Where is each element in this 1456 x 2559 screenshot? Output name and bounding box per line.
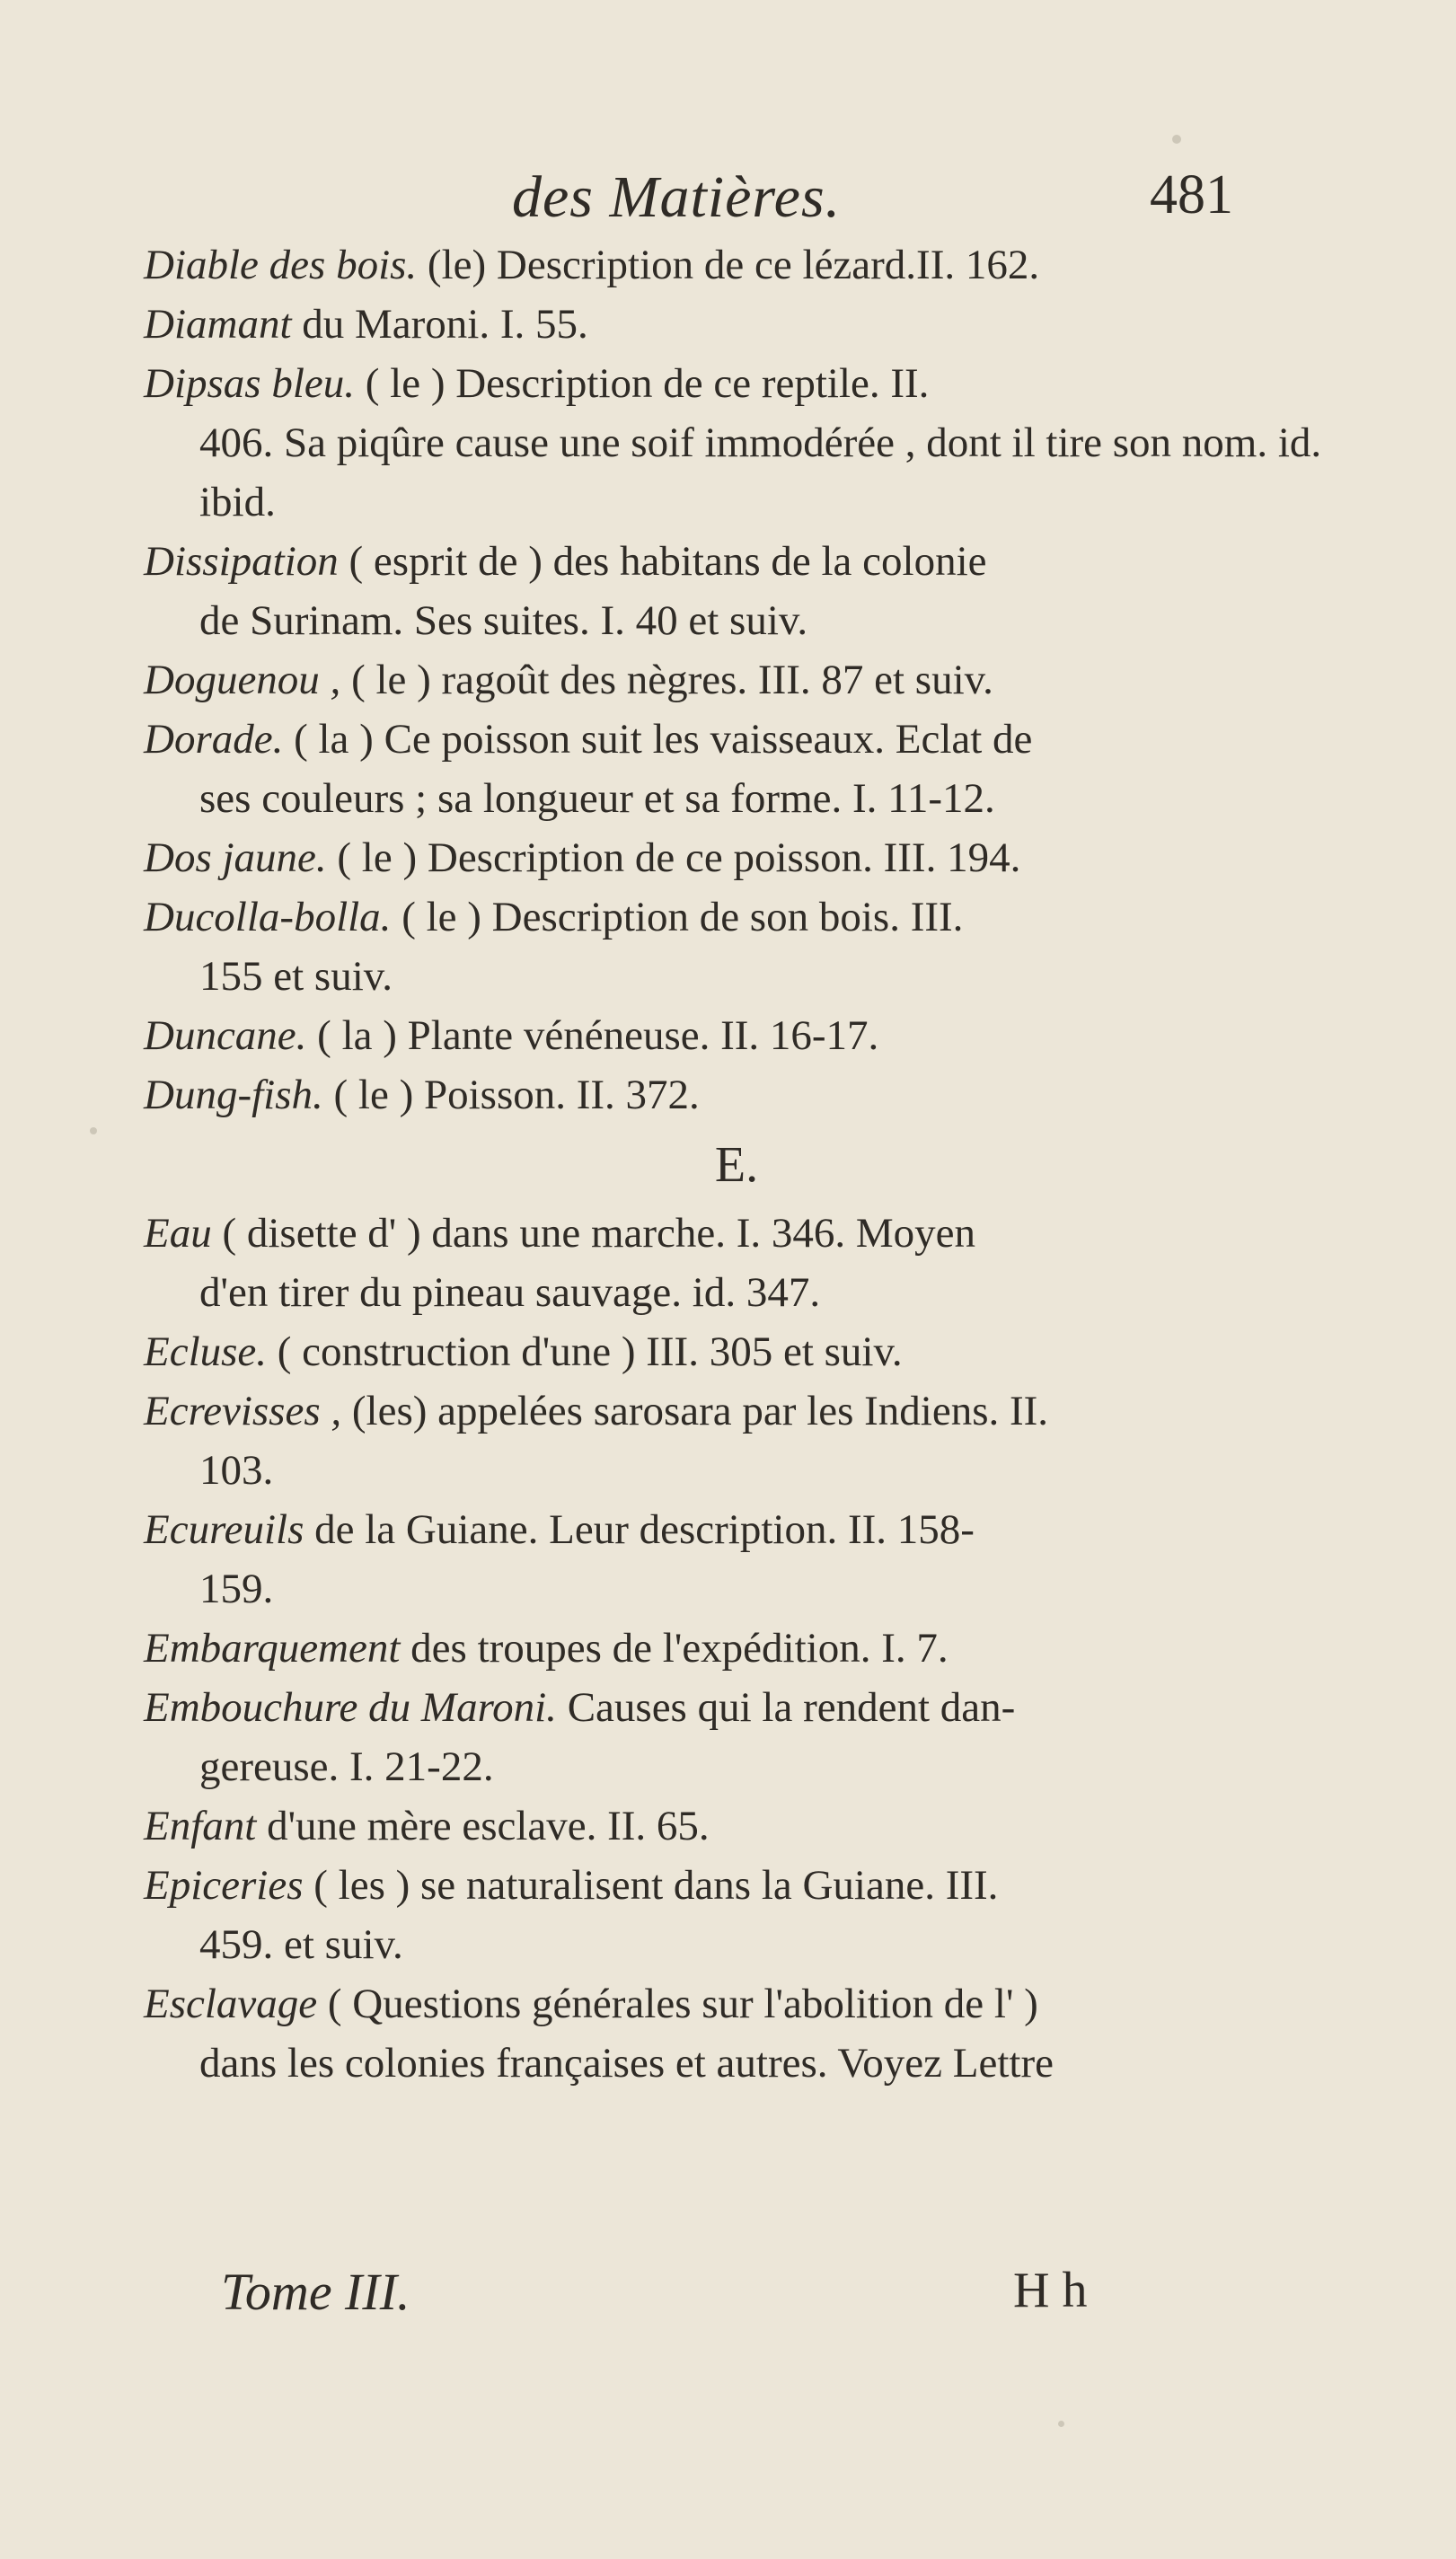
entry-text: Causes qui la rendent dan- [556, 1684, 1016, 1731]
entry-continuation: d'en tirer du pineau sauvage. id. 347. [199, 1269, 821, 1316]
index-entry [144, 1856, 1329, 1974]
entry-headword: Enfant [144, 1803, 257, 1849]
index-entry [144, 887, 1329, 1006]
page-footer [0, 2262, 1456, 2334]
entry-continuation: 155 et suiv. [199, 953, 393, 1000]
index-entry [144, 1796, 1329, 1856]
entry-headword: Ecluse. [144, 1328, 268, 1375]
volume-label: Tome III. [221, 2263, 410, 2321]
index-entry [144, 532, 1329, 650]
index-entry [144, 1974, 1329, 2093]
entry-continuation: gereuse. I. 21-22. [199, 1743, 494, 1790]
section-letter: E. [714, 1137, 759, 1193]
entry-continuation: de Surinam. Ses suites. I. 40 et suiv. [199, 597, 808, 644]
entry-headword: Dissipation [144, 538, 339, 585]
entry-headword: Eau [144, 1210, 212, 1257]
entry-headword: Ecureuils [144, 1506, 304, 1553]
entry-text: ( le ) Poisson. II. 372. [322, 1072, 700, 1118]
entry-text: ( Questions générales sur l'abolition de l' ) [317, 1981, 1038, 2027]
index-entry [144, 1619, 1329, 1678]
index-entry [144, 1678, 1329, 1796]
entry-continuation: ses couleurs ; sa longueur et sa forme. I. 11-12. [199, 775, 995, 822]
running-title: des Matières. [512, 164, 842, 230]
entry-headword: Doguenou , [144, 657, 341, 703]
entry-continuation: 159. [199, 1566, 274, 1612]
entry-headword: Epiceries [144, 1862, 304, 1909]
index-entry [144, 1381, 1329, 1500]
entry-text: ( les ) se naturalisent dans la Guiane. III. [303, 1862, 999, 1909]
entry-headword: Diamant [144, 301, 292, 348]
entry-headword: Dos jaune. [144, 834, 327, 881]
entry-text: (le) Description de ce lézard.II. 162. [417, 242, 1040, 288]
page-number: 481 [1150, 164, 1233, 225]
index-entry [144, 1322, 1329, 1381]
entry-headword: Dipsas bleu. [144, 360, 355, 407]
entry-headword: Dung-fish. [144, 1072, 323, 1118]
entry-text: ( esprit de ) des habitans de la colonie [338, 538, 987, 585]
entry-text: (les) appelées sarosara par les Indiens. II. [341, 1388, 1049, 1434]
signature-mark: H h [1013, 2263, 1088, 2318]
entry-text: ( la ) Plante vénéneuse. II. 16-17. [306, 1012, 879, 1059]
entry-text: du Maroni. I. 55. [291, 301, 588, 348]
entry-text: ( la ) Ce poisson suit les vaisseaux. Eclat de [283, 716, 1033, 763]
foxing-spot [1058, 2421, 1064, 2427]
index-entry [144, 710, 1329, 828]
entry-text: des troupes de l'expédition. I. 7. [400, 1625, 949, 1672]
entry-headword: Duncane. [144, 1012, 307, 1059]
entry-headword: Embouchure du Maroni. [144, 1684, 557, 1731]
index-entry [144, 235, 1329, 295]
entry-text: d'une mère esclave. II. 65. [256, 1803, 710, 1849]
entry-continuation: 459. et suiv. [199, 1921, 403, 1968]
entry-headword: Dorade. [144, 716, 284, 763]
index-entry [144, 828, 1329, 887]
entry-headword: Embarquement [144, 1625, 401, 1672]
entry-headword: Ducolla-bolla. [144, 894, 392, 940]
entry-headword: Diable des bois. [144, 242, 418, 288]
entry-continuation: dans les colonies françaises et autres. Voyez Lettre [199, 2040, 1054, 2087]
entry-headword: Esclavage [144, 1981, 318, 2027]
index-entries [144, 235, 1329, 2093]
entry-text: ( le ) Description de ce poisson. III. 194. [326, 834, 1021, 881]
index-entry [144, 1006, 1329, 1065]
entry-continuation: 103. [199, 1447, 274, 1494]
entry-text: ( le ) ragoût des nègres. III. 87 et suiv. [340, 657, 993, 703]
entry-headword: Ecrevisses , [144, 1388, 342, 1434]
entry-text: ( construction d'une ) III. 305 et suiv. [267, 1328, 903, 1375]
page-header [0, 163, 1456, 244]
foxing-spot [90, 1127, 97, 1134]
index-entry [144, 295, 1329, 354]
entry-continuation: 406. Sa piqûre cause une soif immodérée , dont il tire son nom. id. ibid. [199, 419, 1322, 525]
index-entry [144, 650, 1329, 710]
index-entry [144, 1204, 1329, 1322]
index-entry [144, 1065, 1329, 1125]
index-entry [144, 1500, 1329, 1619]
entry-text: de la Guiane. Leur description. II. 158- [304, 1506, 975, 1553]
entry-text: ( le ) Description de son bois. III. [391, 894, 964, 940]
entry-text: ( disette d' ) dans une marche. I. 346. Moyen [211, 1210, 976, 1257]
foxing-spot [1172, 135, 1181, 144]
index-entry [144, 354, 1329, 532]
entry-text: ( le ) Description de ce reptile. II. [355, 360, 930, 407]
